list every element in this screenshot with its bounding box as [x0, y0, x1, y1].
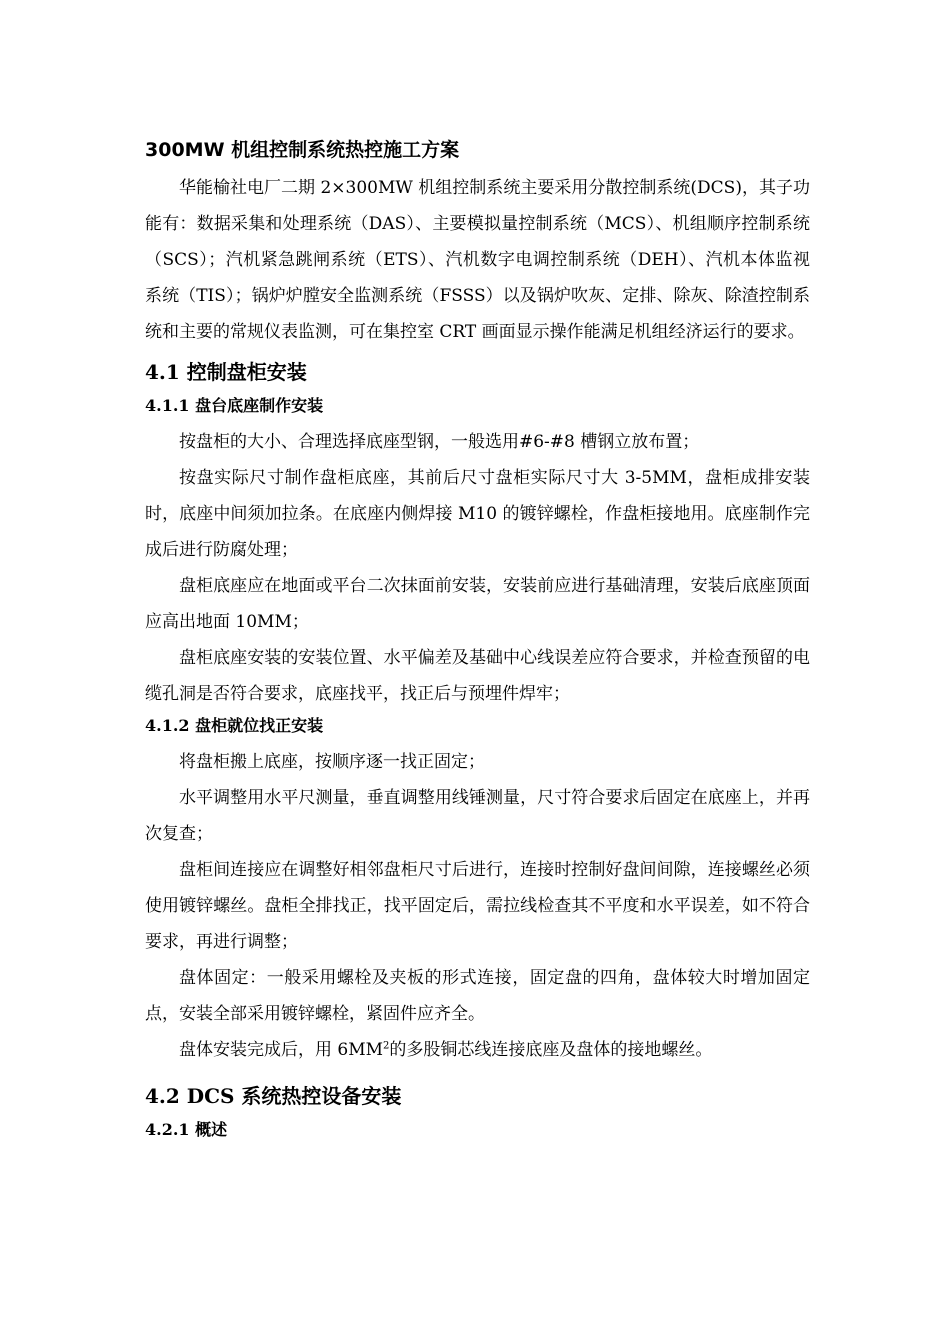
- section-4-1-1-heading: 4.1.1 盘台底座制作安装: [145, 396, 324, 415]
- paragraph-4-1-1-1: 按盘柜的大小、合理选择底座型钢，一般选用#6-#8 槽钢立放布置；: [179, 432, 700, 452]
- document-title: 300MW 机组控制系统热控施工方案: [145, 139, 460, 161]
- paragraph-4-1-2-5-after: 的多股铜芯线连接底座及盘体的接地螺丝。: [389, 1040, 713, 1060]
- paragraph-4-1-1-3: 盘柜底座应在地面或平台二次抹面前安装，安装前应进行基础清理，安装后底座顶面应高出地面 10MM；: [145, 576, 810, 632]
- paragraph-4-1-2-3: 盘柜间连接应在调整好相邻盘柜尺寸后进行，连接时控制好盘间间隙，连接螺丝必须使用镀锌螺丝。盘柜全排找正，找平固定后，需拉线检查其不平度和水平误差，如不符合要求，再进行调整；: [145, 860, 810, 952]
- paragraph-4-1-2-2: 水平调整用水平尺测量，垂直调整用线锤测量，尺寸符合要求后固定在底座上，并再次复查；: [145, 788, 810, 844]
- section-4-1-heading: 4.1 控制盘柜安装: [145, 360, 307, 384]
- intro-paragraph: 华能榆社电厂二期 2×300MW 机组控制系统主要采用分散控制系统(DCS)，其子功能有：数据采集和处理系统（DAS）、主要模拟量控制系统（MCS）、机组顺序控制系统（SCS）；汽机紧急跳闸系统（ETS）、汽机数字电调控制系统（DEH）、汽机本体监视系统（TIS）；锅炉炉膛安全监测系统（FSSS）以及锅炉吹灰、定排、除灰、除渣控制系统和主要的常规仪表监测，可在集控室 CRT 画面显示操作能满足机组经济运行的要求。: [145, 178, 810, 342]
- paragraph-4-1-2-5: [145, 1032, 810, 1068]
- paragraph-4-1-1-4: 盘柜底座安装的安装位置、水平偏差及基础中心线误差应符合要求，并检查预留的电缆孔洞是否符合要求，底座找平，找正后与预埋件焊牢；: [145, 648, 810, 704]
- section-4-2-1-heading: 4.2.1 概述: [145, 1120, 228, 1139]
- paragraph-4-1-2-5-before: 盘体安装完成后，用 6MM: [179, 1040, 384, 1060]
- paragraph-4-1-2-1: 将盘柜搬上底座，按顺序逐一找正固定；: [179, 752, 485, 772]
- superscript-2: 2: [383, 1040, 390, 1052]
- document-page: [145, 130, 810, 1148]
- section-4-1-2-heading: 4.1.2 盘柜就位找正安装: [145, 716, 324, 735]
- section-4-2-heading: 4.2 DCS 系统热控设备安装: [145, 1084, 402, 1108]
- paragraph-4-1-1-2: 按盘实际尺寸制作盘柜底座，其前后尺寸盘柜实际尺寸大 3-5MM，盘柜成排安装时，底座中间须加拉条。在底座内侧焊接 M10 的镀锌螺栓，作盘柜接地用。底座制作完成后进行防腐处理；: [145, 468, 810, 560]
- paragraph-4-1-2-4: 盘体固定：一般采用螺栓及夹板的形式连接，固定盘的四角，盘体较大时增加固定点，安装全部采用镀锌螺栓，紧固件应齐全。: [145, 968, 810, 1024]
